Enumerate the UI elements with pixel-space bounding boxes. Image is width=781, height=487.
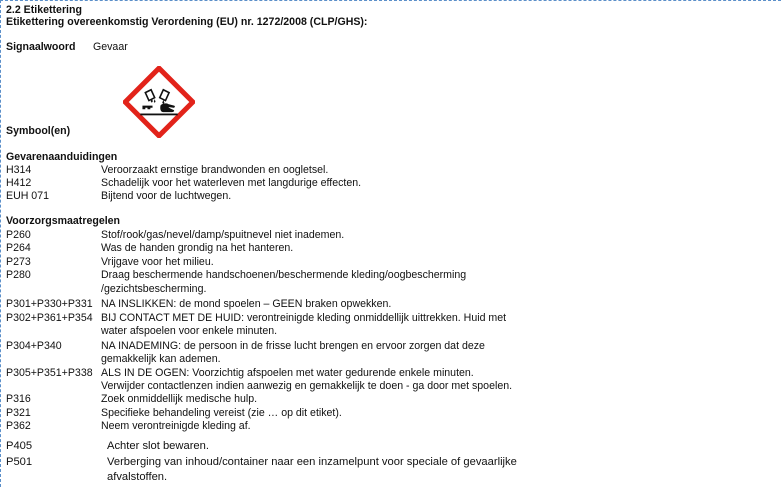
precaution-code: P316 xyxy=(6,393,31,405)
corrosion-pictogram-icon xyxy=(123,66,195,138)
top-dashed-border xyxy=(0,0,781,1)
precaution-text: Was de handen grondig na het hanteren. xyxy=(101,242,294,254)
left-dashed-border xyxy=(0,0,1,487)
precaution-text: Draag beschermende handschoenen/beschermende kleding/oogbescherming xyxy=(101,269,467,281)
precaution-text: Verwijder contactlenzen indien aanwezig en gemakkelijk te doen - ga door met spoelen. xyxy=(101,380,513,392)
precaution-text: BIJ CONTACT MET DE HUID: verontreinigde kleding onmiddellijk uittrekken. Huid met xyxy=(101,312,507,324)
precaution-code: P302+P361+P354 xyxy=(6,312,93,324)
signal-word-label: Signaalwoord xyxy=(6,41,76,53)
hazard-text: Schadelijk voor het waterleven met langdurige effecten. xyxy=(101,177,362,189)
precaution-text: Vrijgave voor het milieu. xyxy=(101,256,214,268)
precautions-heading: Voorzorgsmaatregelen xyxy=(6,215,121,227)
hazard-code: EUH 071 xyxy=(6,190,49,202)
precaution-code: P501 xyxy=(6,456,33,468)
hazard-statements-heading: Gevarenaanduidingen xyxy=(6,151,118,163)
hazard-code: H412 xyxy=(6,177,32,189)
precaution-code: P273 xyxy=(6,256,31,268)
precaution-text: afvalstoffen. xyxy=(107,471,168,483)
hazard-text: Veroorzaakt ernstige brandwonden en oogletsel. xyxy=(101,164,329,176)
precaution-code: P264 xyxy=(6,242,31,254)
precaution-code: P305+P351+P338 xyxy=(6,367,93,379)
section-title: 2.2 Etikettering xyxy=(6,4,82,16)
precaution-code: P362 xyxy=(6,420,31,432)
precaution-text: Stof/rook/gas/nevel/damp/spuitnevel niet inademen. xyxy=(101,229,345,241)
precaution-text: Zoek onmiddellijk medische hulp. xyxy=(101,393,258,405)
hazard-text: Bijtend voor de luchtwegen. xyxy=(101,190,232,202)
precaution-code: P405 xyxy=(6,440,33,452)
precaution-text: water afspoelen voor enkele minuten. xyxy=(101,325,278,337)
precaution-text: /gezichtsbescherming. xyxy=(101,283,207,295)
precaution-text: ALS IN DE OGEN: Voorzichtig afspoelen met water gedurende enkele minuten. xyxy=(101,367,474,379)
precaution-code: P304+P340 xyxy=(6,340,62,352)
hazard-code: H314 xyxy=(6,164,32,176)
section-subtitle: Etikettering overeenkomstig Verordening (EU) nr. 1272/2008 (CLP/GHS): xyxy=(6,16,368,28)
precaution-text: gemakkelijk kan ademen. xyxy=(101,353,221,365)
precaution-code: P260 xyxy=(6,229,31,241)
precaution-text: Neem verontreinigde kleding af. xyxy=(101,420,251,432)
symbols-label: Symbool(en) xyxy=(6,125,71,137)
precaution-code: P321 xyxy=(6,407,31,419)
label-section xyxy=(6,4,781,487)
precaution-code: P280 xyxy=(6,269,31,281)
precaution-code: P301+P330+P331 xyxy=(6,298,93,310)
precaution-text: Specifieke behandeling vereist (zie … op dit etiket). xyxy=(101,407,342,419)
precaution-text: NA INSLIKKEN: de mond spoelen – GEEN braken opwekken. xyxy=(101,298,392,310)
precaution-text: Verberging van inhoud/container naar een inzamelpunt voor speciale of gevaarlijke xyxy=(107,456,517,468)
precaution-text: Achter slot bewaren. xyxy=(107,440,209,452)
precaution-text: NA INADEMING: de persoon in de frisse lucht brengen en ervoor zorgen dat deze xyxy=(101,340,485,352)
signal-word-value: Gevaar xyxy=(93,41,128,53)
